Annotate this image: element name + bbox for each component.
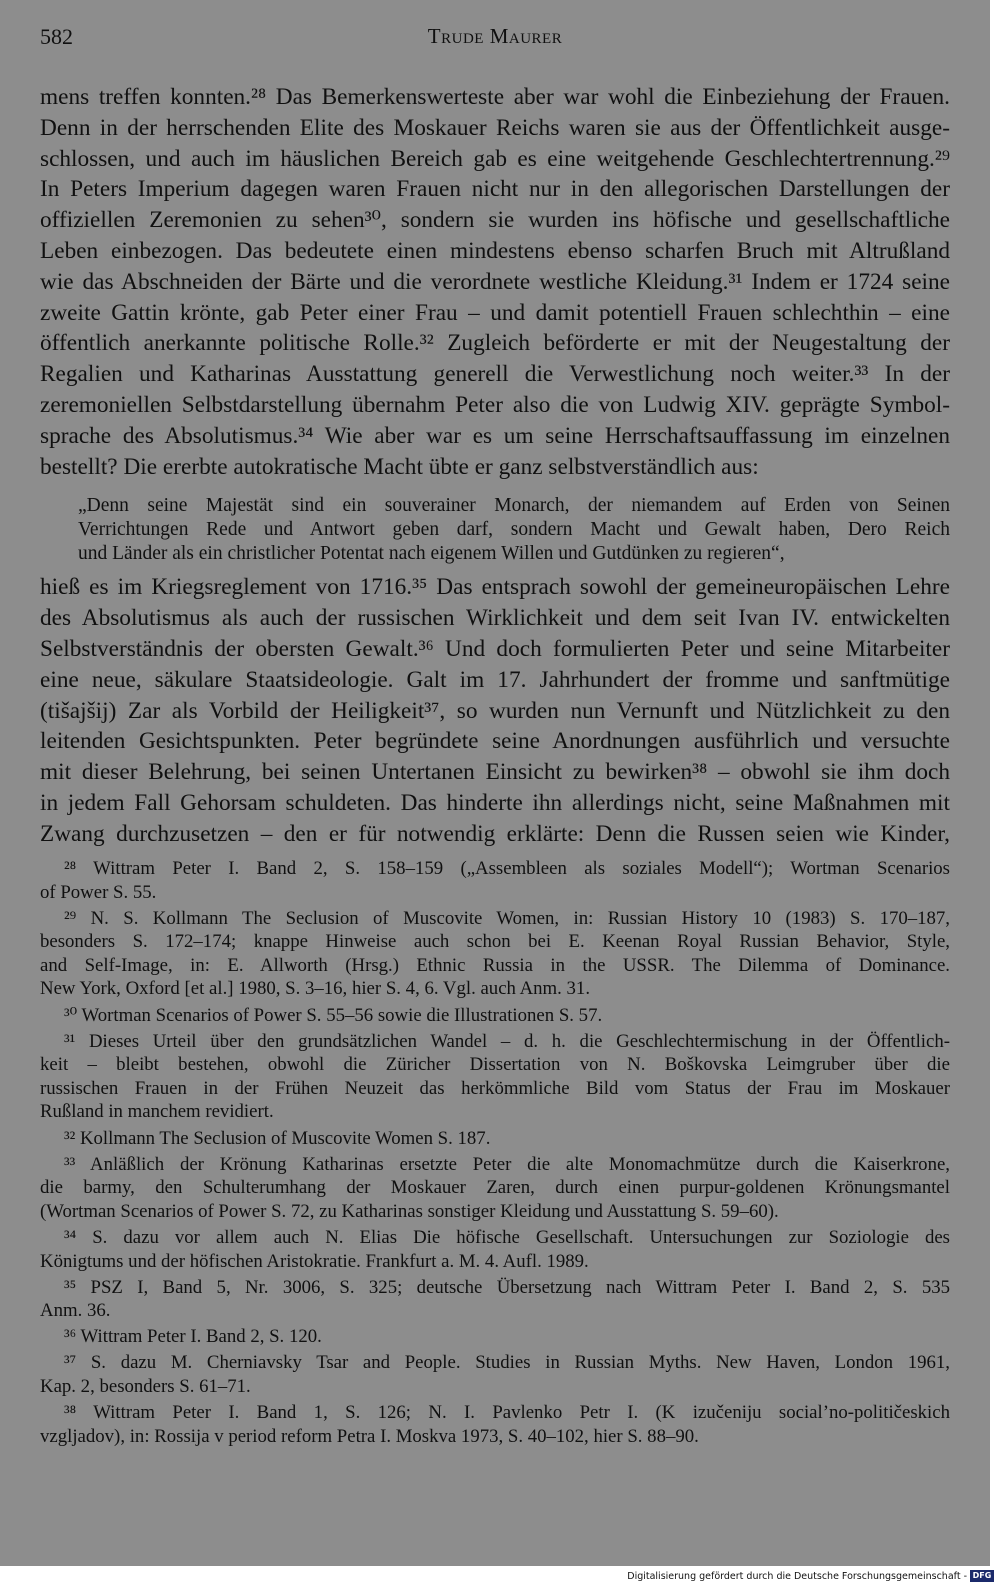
- footnote-line: ³⁵ PSZ I, Band 5, Nr. 3006, S. 325; deutsche Übersetzung nach Wittram Peter I. Band 2, S. 535: [64, 1276, 950, 1298]
- footnote-line: Anm. 36.: [40, 1300, 111, 1322]
- page-number: 582: [40, 24, 73, 49]
- text-line: zeremoniellen Selbstdarstellung übernahm Peter also die von Ludwig XIV. geprägte Symbol-: [40, 391, 950, 418]
- footnotes: [40, 857, 950, 1451]
- text-line: mit dieser Belehrung, bei seinen Untertanen Einsicht zu bewirken³⁸ – obwohl sie ihm doch: [40, 759, 950, 786]
- footnote: [40, 1030, 950, 1124]
- text-line: öffentlich anerkannte politische Rolle.³² Zugleich beförderte er mit der Neugestaltung der: [40, 330, 950, 357]
- text-line: Leben einbezogen. Das bedeutete einen mindestens ebenso scharfen Bruch mit Altrußland: [40, 237, 950, 264]
- footnote: [40, 1004, 950, 1028]
- running-head: [40, 24, 950, 58]
- footnote-line: die barmy, den Schulterumhang der Moskauer Zaren, durch einen purpur-goldenen Krönungsmantel: [40, 1177, 950, 1199]
- text-line: (tišajšij) Zar als Vorbild der Heiligkeit³⁷, so wurden nun Vernunft und Nützlichkeit zu den: [40, 697, 950, 724]
- footnote-line: (Wortman Scenarios of Power S. 72, zu Katharinas sonstiger Kleidung und Ausstattung S. 59–60).: [40, 1200, 779, 1222]
- text-line: hieß es im Kriegsreglement von 1716.³⁵ Das entsprach sowohl der gemeineuropäischen Lehre: [40, 574, 950, 601]
- footnote-line: ³⁰ Wortman Scenarios of Power S. 55–56 sowie die Illustrationen S. 57.: [64, 1004, 603, 1026]
- footnote-line: russischen Frauen in der Frühen Neuzeit das herkömmliche Bild vom Status der Frau im Moskauer: [40, 1077, 950, 1099]
- text-line: sprache des Absolutismus.³⁴ Wie aber war es um seine Herrschaftsauffassung im einzelnen: [40, 422, 950, 449]
- footnote: [40, 1226, 950, 1273]
- body-paragraph: [40, 82, 950, 482]
- footnote-line: ³⁸ Wittram Peter I. Band 1, S. 126; N. I. Pavlenko Petr I. (K izučeniju social’no-političeskich: [64, 1402, 950, 1424]
- footnote: [40, 1325, 950, 1349]
- footnote-line: vzgljadov), in: Rossija v period reform Petra I. Moskva 1973, S. 40–102, hier S. 88–90.: [40, 1425, 699, 1447]
- text-line: Zwang durchzusetzen – den er für notwendig erklärte: Denn die Russen seien wie Kinder,: [40, 820, 950, 847]
- footnote-line: ³⁷ S. dazu M. Cherniavsky Tsar and People. Studies in Russian Myths. New Haven, London 1961,: [64, 1352, 950, 1374]
- footnote: [40, 1276, 950, 1323]
- footnote: [40, 907, 950, 1001]
- text-line: eine neue, säkulare Staatsideologie. Galt im 17. Jahrhundert der fromme und sanftmütige: [40, 666, 950, 693]
- text-line: zweite Gattin krönte, gab Peter einer Frau – und damit potentiell Frauen schlechthin – eine: [40, 299, 950, 326]
- text-line: des Absolutismus als auch der russischen Wirklichkeit und dem seit Ivan IV. entwickelten: [40, 605, 950, 632]
- quote-line: und Länder als ein christlicher Potentat nach eigenem Willen und Gutdünken zu regieren“,: [78, 543, 785, 565]
- text-line: Regalien und Katharinas Ausstattung generell die Verwestlichung noch weiter.³³ In der: [40, 361, 950, 388]
- text-line: bestellt? Die ererbte autokratische Macht übte er ganz selbstverständlich aus:: [40, 453, 759, 480]
- body-paragraph-continued: [40, 572, 950, 849]
- text-line: wie das Abschneiden der Bärte und die verordnete westliche Kleidung.³¹ Indem er 1724 seine: [40, 268, 950, 295]
- footnote: [40, 857, 950, 904]
- footnote-line: ³³ Anläßlich der Krönung Katharinas ersetzte Peter die alte Monomachmütze durch die Kaiserkrone,: [64, 1153, 950, 1175]
- text-line: schlossen, und auch im häuslichen Bereich gab es eine weitgehende Geschlechtertrennung.²⁹: [40, 145, 950, 172]
- footnote-line: ²⁸ Wittram Peter I. Band 2, S. 158–159 („Assembleen als soziales Modell“); Wortman Scenarios: [64, 858, 950, 879]
- footnote: [40, 1127, 950, 1151]
- dfg-logo: DFG: [970, 1570, 994, 1582]
- text-line: in jedem Fall Gehorsam schuldeten. Das hinderte ihn allerdings nicht, seine Maßnahmen mit: [40, 789, 950, 816]
- text-line: Denn in der herrschenden Elite des Moskauer Reichs waren sie aus der Öffentlichkeit ausge-: [40, 114, 950, 141]
- funding-note: Digitalisierung gefördert durch die Deutsche Forschungsgemeinschaft -: [627, 1570, 967, 1582]
- quote-line: „Denn seine Majestät sind ein souverainer Monarch, der niemandem auf Erden von Seinen: [78, 495, 950, 517]
- footnote-line: ³⁶ Wittram Peter I. Band 2, S. 120.: [64, 1326, 322, 1348]
- text-line: leitenden Gesichtspunkten. Peter begründete seine Anordnungen ausführlich und versuchte: [40, 728, 950, 755]
- text-line: Selbstverständnis der obersten Gewalt.³⁶ Und doch formulierten Peter und seine Mitarbeiter: [40, 635, 950, 662]
- footnote-line: and Self-Image, in: E. Allworth (Hrsg.) Ethnic Russia in the USSR. The Dilemma of Dominance.: [40, 954, 950, 976]
- footnote-line: Rußland in manchem revidiert.: [40, 1101, 274, 1123]
- footnote-line: ³¹ Dieses Urteil über den grundsätzlichen Wandel – d. h. die Geschlechtermischung in der Öffentlich-: [64, 1030, 950, 1052]
- footnote: [40, 1351, 950, 1398]
- footnote-line: Kap. 2, besonders S. 61–71.: [40, 1375, 251, 1397]
- text-line: In Peters Imperium dagegen waren Frauen nicht nur in den allegorischen Darstellungen der: [40, 176, 950, 203]
- footnote-line: ³² Kollmann The Seclusion of Muscovite Women S. 187.: [64, 1127, 491, 1149]
- footnote-line: New York, Oxford [et al.] 1980, S. 3–16, hier S. 4, 6. Vgl. auch Anm. 31.: [40, 978, 591, 1000]
- text-line: offiziellen Zeremonien zu sehen³⁰, sondern sie wurden ins höfische und gesellschaftliche: [40, 207, 950, 234]
- footnote: [40, 1153, 950, 1224]
- footnote-line: of Power S. 55.: [40, 881, 157, 903]
- footnote-line: ²⁹ N. S. Kollmann The Seclusion of Muscovite Women, in: Russian History 10 (1983) S. 170–187,: [64, 907, 950, 929]
- text-line: mens treffen konnten.²⁸ Das Bemerkenswerteste aber war wohl die Einbeziehung der Frauen.: [40, 84, 950, 110]
- main-text: [40, 82, 950, 850]
- footnote: [40, 1401, 950, 1448]
- footnote-line: besonders S. 172–174; knappe Hinweise auch schon bei E. Keenan Royal Russian Behavior, Style,: [40, 931, 950, 953]
- quote-line: Verrichtungen Rede und Antwort geben darf, sondern Macht und Gewalt haben, Dero Reich: [78, 519, 950, 541]
- running-title: Trude Maurer: [427, 24, 563, 48]
- block-quote: [78, 494, 950, 566]
- footnote-line: Königtums und der höfischen Aristokratie. Frankfurt a. M. 4. Aufl. 1989.: [40, 1250, 589, 1272]
- page-footer: [627, 1568, 994, 1584]
- footnote-line: keit – bleibt bestehen, obwohl die Züricher Dissertation von N. Boškovska Leimgruber über die: [40, 1054, 950, 1076]
- footnote-line: ³⁴ S. dazu vor allem auch N. Elias Die höfische Gesellschaft. Untersuchungen zur Soziologie des: [64, 1226, 950, 1248]
